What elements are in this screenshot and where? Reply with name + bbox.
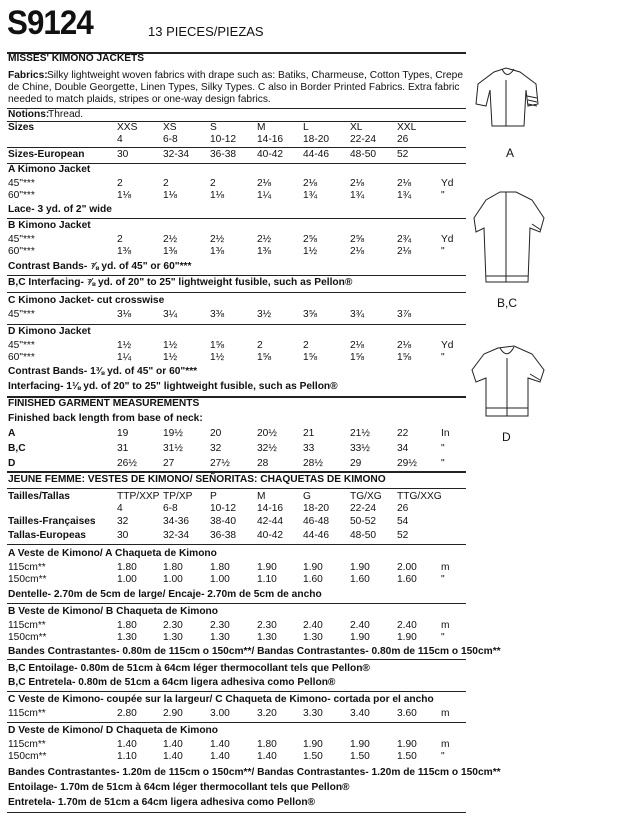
yardage-value: 2.30 bbox=[210, 620, 230, 631]
divider bbox=[7, 544, 466, 545]
finished-row-label: B,C bbox=[8, 443, 26, 454]
yardage-value: 3½ bbox=[257, 309, 272, 320]
yardage-value: 1.80 bbox=[163, 562, 183, 573]
fabrics-label: Fabrics: bbox=[8, 70, 48, 81]
talla-eu: 36-38 bbox=[210, 530, 237, 541]
size-eu: 36-38 bbox=[210, 149, 237, 160]
yardage-value: 2.90 bbox=[163, 708, 183, 719]
unit: " bbox=[441, 632, 445, 643]
yardage-value: 3.30 bbox=[303, 708, 323, 719]
yardage-value: 1.10 bbox=[257, 574, 277, 585]
taille-fr: 38-40 bbox=[210, 516, 237, 527]
yardage-value: 1.40 bbox=[163, 739, 183, 750]
view-d-label: D Kimono Jacket bbox=[8, 326, 91, 337]
yardage-value: 2 bbox=[257, 340, 263, 351]
finished-value: 21½ bbox=[350, 428, 370, 439]
yardage-value: 1⅝ bbox=[257, 352, 272, 363]
yardage-value: 2⅛ bbox=[350, 340, 365, 351]
interfacing-note-fr: B,C Entoilage- 0.80m de 51cm à 64cm léger thermocollant tels que Pellon® bbox=[8, 663, 370, 674]
yardage-value: 1⅝ bbox=[210, 340, 225, 351]
view-b-label-es: B Veste de Kimono/ B Chaqueta de Kimono bbox=[8, 606, 219, 617]
yardage-value: 2.30 bbox=[257, 620, 277, 631]
taille-number: 18-20 bbox=[303, 503, 330, 514]
finished-value: 34 bbox=[397, 443, 409, 454]
taille-number: 14-16 bbox=[257, 503, 284, 514]
width-label: 115cm** bbox=[8, 620, 46, 631]
width-label: 45"*** bbox=[8, 234, 35, 245]
yardage-value: 1.90 bbox=[350, 562, 370, 573]
yardage-value: 1.50 bbox=[303, 751, 323, 762]
yardage-value: 1.50 bbox=[350, 751, 370, 762]
taille-fr: 32 bbox=[117, 516, 129, 527]
finished-value: 29½ bbox=[397, 458, 417, 469]
yardage-value: 1.40 bbox=[117, 739, 137, 750]
yardage-value: 2 bbox=[163, 178, 169, 189]
finished-value: 27 bbox=[163, 458, 175, 469]
taille-fr: 42-44 bbox=[257, 516, 284, 527]
taille-name: TP/XP bbox=[163, 491, 193, 502]
taille-name: TG/XG bbox=[350, 491, 382, 502]
divider bbox=[7, 275, 466, 276]
divider bbox=[7, 292, 466, 293]
yardage-value: 1.50 bbox=[397, 751, 417, 762]
section-title: MISSES' KIMONO JACKETS bbox=[8, 53, 145, 64]
finished-row-label: A bbox=[8, 428, 16, 439]
yardage-value: 1.60 bbox=[303, 574, 323, 585]
finished-value: 31½ bbox=[163, 443, 183, 454]
yardage-value: 1.90 bbox=[303, 562, 323, 573]
contrast-note-es: Bandes Contrastantes- 0.80m de 115cm o 150cm**/ Bandas Contrastantes- 0.80m de 115cm o 150cm** bbox=[8, 646, 501, 657]
yardage-value: 1.00 bbox=[210, 574, 230, 585]
yardage-value: 2 bbox=[303, 340, 309, 351]
width-label: 115cm** bbox=[8, 708, 46, 719]
yardage-value: 1.40 bbox=[210, 751, 230, 762]
view-d-label-es: D Veste de Kimono/ D Chaqueta de Kimono bbox=[8, 725, 219, 736]
size-name: XXL bbox=[397, 122, 417, 133]
yardage-value: 1.80 bbox=[117, 562, 137, 573]
view-a-label-es: A Veste de Kimono/ A Chaqueta de Kimono bbox=[8, 548, 217, 559]
notions-label: Notions: bbox=[8, 109, 50, 120]
yardage-value: 2 bbox=[117, 234, 123, 245]
taille-name: P bbox=[210, 491, 217, 502]
divider bbox=[7, 218, 466, 219]
width-label: 60"*** bbox=[8, 246, 35, 257]
yardage-value: 1½ bbox=[163, 340, 178, 351]
yardage-value: 1.80 bbox=[117, 620, 137, 631]
size-number: 22-24 bbox=[350, 134, 377, 145]
yardage-value: 2⅛ bbox=[257, 178, 272, 189]
width-label: 150cm** bbox=[8, 632, 47, 643]
width-label: 45"*** bbox=[8, 309, 35, 320]
unit: Yd bbox=[441, 178, 454, 189]
unit: " bbox=[441, 246, 445, 257]
view-a-label: A bbox=[506, 146, 515, 160]
tallas-eu-label: Tallas-Europeas bbox=[8, 530, 86, 541]
yardage-value: 2.80 bbox=[117, 708, 137, 719]
yardage-value: 3¼ bbox=[163, 309, 178, 320]
width-label: 150cm** bbox=[8, 751, 47, 762]
yardage-value: 1.90 bbox=[350, 739, 370, 750]
yardage-value: 2.40 bbox=[303, 620, 323, 631]
yardage-value: 1¾ bbox=[303, 190, 318, 201]
unit: " bbox=[441, 751, 445, 762]
finished-value: 28½ bbox=[303, 458, 323, 469]
yardage-value: 1.10 bbox=[117, 751, 137, 762]
finished-value: 19 bbox=[117, 428, 129, 439]
unit: m bbox=[441, 620, 450, 631]
size-name: S bbox=[210, 122, 217, 133]
yardage-value: 1½ bbox=[210, 352, 225, 363]
yardage-value: 1.30 bbox=[163, 632, 183, 643]
size-eu: 44-46 bbox=[303, 149, 330, 160]
interfacing-note-es: Entretela- 1.70m de 51cm a 64cm ligera adhesiva como Pellon® bbox=[8, 797, 316, 808]
view-a-sketch bbox=[470, 60, 544, 142]
lace-note: Lace- 3 yd. of 2" wide bbox=[8, 204, 112, 215]
yardage-value: 2¾ bbox=[397, 234, 412, 245]
yardage-value: 3⅞ bbox=[397, 309, 412, 320]
yardage-value: 3⅛ bbox=[117, 309, 132, 320]
yardage-value: 1.90 bbox=[397, 739, 417, 750]
taille-number: 10-12 bbox=[210, 503, 237, 514]
contrast-note: Contrast Bands- ⅞ yd. of 45" or 60"*** bbox=[8, 261, 192, 272]
pattern-number: S9124 bbox=[7, 4, 93, 42]
finished-value: 28 bbox=[257, 458, 269, 469]
width-label: 150cm** bbox=[8, 574, 47, 585]
view-c-label-es: C Veste de Kimono- coupée sur la largeur/ C Chaqueta de Kimono- cortada por el ancho bbox=[8, 694, 434, 705]
yardage-value: 1.00 bbox=[117, 574, 137, 585]
section-title-es: JEUNE FEMME: VESTES DE KIMONO/ SEÑORITAS: CHAQUETAS DE KIMONO bbox=[8, 474, 386, 485]
yardage-value: 1.80 bbox=[210, 562, 230, 573]
yardage-value: 1.90 bbox=[350, 632, 370, 643]
yardage-value: 1.40 bbox=[257, 751, 277, 762]
divider bbox=[7, 691, 466, 692]
sizes-label: Sizes bbox=[8, 122, 35, 133]
size-number: 26 bbox=[397, 134, 409, 145]
notions-text: Thread. bbox=[48, 109, 84, 120]
finished-sub: Finished back length from base of neck: bbox=[8, 413, 203, 424]
interfacing-note: B,C Interfacing- ⅞ yd. of 20" to 25" lightweight fusible, such as Pellon® bbox=[8, 277, 353, 288]
yardage-value: 1½ bbox=[303, 246, 318, 257]
yardage-value: 1⅜ bbox=[117, 246, 132, 257]
size-name: XXS bbox=[117, 122, 138, 133]
unit: " bbox=[441, 574, 445, 585]
yardage-value: 1.40 bbox=[210, 739, 230, 750]
yardage-value: 1½ bbox=[163, 352, 178, 363]
talla-eu: 48-50 bbox=[350, 530, 377, 541]
talla-eu: 40-42 bbox=[257, 530, 284, 541]
divider bbox=[7, 722, 466, 723]
yardage-value: 1.90 bbox=[303, 739, 323, 750]
yardage-value: 2½ bbox=[257, 234, 272, 245]
yardage-value: 3¾ bbox=[350, 309, 365, 320]
yardage-value: 1.30 bbox=[303, 632, 323, 643]
yardage-value: 1¼ bbox=[117, 352, 132, 363]
yardage-value: 2⅛ bbox=[350, 246, 365, 257]
taille-fr: 50-52 bbox=[350, 516, 377, 527]
finished-value: 32½ bbox=[257, 443, 277, 454]
unit: m bbox=[441, 562, 450, 573]
unit: In bbox=[441, 428, 450, 439]
yardage-value: 2.00 bbox=[397, 562, 417, 573]
yardage-value: 2 bbox=[210, 178, 216, 189]
interfacing-note-es: B,C Entretela- 0.80m de 51cm a 64cm ligera adhesiva como Pellon® bbox=[8, 677, 336, 688]
fabrics-line: Silky lightweight woven fabrics with drape such as: Batiks, Charmeuse, Cotton Types, Crepe bbox=[47, 70, 463, 81]
width-label: 45"*** bbox=[8, 178, 35, 189]
finished-value: 21 bbox=[303, 428, 315, 439]
interfacing-note-fr: Entoilage- 1.70m de 51cm à 64cm léger thermocollant tels que Pellon® bbox=[8, 782, 350, 793]
taille-number: 6-8 bbox=[163, 503, 178, 514]
size-number: 6-8 bbox=[163, 134, 178, 145]
taille-fr: 46-48 bbox=[303, 516, 330, 527]
taille-name: TTG/XXG bbox=[397, 491, 442, 502]
yardage-value: 1⅝ bbox=[303, 352, 318, 363]
width-label: 115cm** bbox=[8, 739, 46, 750]
finished-title: FINISHED GARMENT MEASUREMENTS bbox=[8, 398, 200, 409]
size-name: M bbox=[257, 122, 266, 133]
finished-value: 31 bbox=[117, 443, 129, 454]
sizes-eu-label: Sizes-European bbox=[8, 149, 85, 160]
finished-value: 33 bbox=[303, 443, 315, 454]
taille-name: TTP/XXP bbox=[117, 491, 160, 502]
size-eu: 40-42 bbox=[257, 149, 284, 160]
yardage-value: 2 bbox=[117, 178, 123, 189]
yardage-value: 1.80 bbox=[257, 739, 277, 750]
yardage-value: 3.00 bbox=[210, 708, 230, 719]
divider bbox=[7, 471, 466, 473]
lace-note-es: Dentelle- 2.70m de 5cm de large/ Encaje- 2.70m de 5cm de ancho bbox=[8, 589, 322, 600]
yardage-value: 1⅜ bbox=[257, 246, 272, 257]
talla-eu: 44-46 bbox=[303, 530, 330, 541]
view-bc-sketch bbox=[470, 186, 550, 292]
yardage-value: 1.00 bbox=[163, 574, 183, 585]
unit: m bbox=[441, 739, 450, 750]
size-eu: 48-50 bbox=[350, 149, 377, 160]
size-name: XL bbox=[350, 122, 363, 133]
taille-name: G bbox=[303, 491, 311, 502]
yardage-value: 2.40 bbox=[350, 620, 370, 631]
yardage-value: 2⅛ bbox=[397, 178, 412, 189]
yardage-value: 2⅛ bbox=[303, 178, 318, 189]
yardage-value: 1.90 bbox=[397, 632, 417, 643]
size-number: 14-16 bbox=[257, 134, 284, 145]
fabrics-line: de Chine, Double Georgette, Linen Types, Silky Types. C also in Border Printed Fabrics. Extra fabric bbox=[8, 82, 460, 93]
finished-value: 33½ bbox=[350, 443, 370, 454]
yardage-value: 2.30 bbox=[163, 620, 183, 631]
yardage-value: 3⅜ bbox=[210, 309, 225, 320]
yardage-value: 1¼ bbox=[257, 190, 272, 201]
yardage-value: 1¾ bbox=[350, 190, 365, 201]
unit: Yd bbox=[441, 234, 454, 245]
yardage-value: 1.30 bbox=[117, 632, 137, 643]
yardage-value: 1⅝ bbox=[397, 352, 412, 363]
divider bbox=[7, 812, 466, 813]
yardage-value: 2⅛ bbox=[350, 178, 365, 189]
yardage-value: 1.60 bbox=[397, 574, 417, 585]
talla-eu: 32-34 bbox=[163, 530, 190, 541]
size-number: 10-12 bbox=[210, 134, 237, 145]
yardage-value: 1.30 bbox=[257, 632, 277, 643]
yardage-value: 1½ bbox=[117, 340, 132, 351]
unit: " bbox=[441, 443, 445, 454]
size-name: XS bbox=[163, 122, 177, 133]
taille-fr: 54 bbox=[397, 516, 409, 527]
unit: " bbox=[441, 458, 445, 469]
unit: " bbox=[441, 190, 445, 201]
taille-number: 22-24 bbox=[350, 503, 377, 514]
divider bbox=[7, 147, 466, 148]
yardage-value: 2⅝ bbox=[350, 234, 365, 245]
finished-value: 32 bbox=[210, 443, 222, 454]
contrast-note: Contrast Bands- 1⅜ yd. of 45" or 60"*** bbox=[8, 366, 198, 377]
talla-eu: 52 bbox=[397, 530, 409, 541]
finished-row-label: D bbox=[8, 458, 16, 469]
piece-count: 13 PIECES/PIEZAS bbox=[148, 24, 264, 39]
yardage-value: 2⅛ bbox=[397, 340, 412, 351]
size-number: 18-20 bbox=[303, 134, 330, 145]
tailles-fr-label: Tailles-Françaises bbox=[8, 516, 96, 527]
finished-value: 20 bbox=[210, 428, 222, 439]
unit: Yd bbox=[441, 340, 454, 351]
finished-value: 27½ bbox=[210, 458, 230, 469]
yardage-value: 2½ bbox=[210, 234, 225, 245]
yardage-value: 3.60 bbox=[397, 708, 417, 719]
contrast-note-es: Bandes Contrastantes- 1.20m de 115cm o 150cm**/ Bandas Contrastantes- 1.20m de 115cm o 150cm** bbox=[8, 767, 501, 778]
divider bbox=[7, 659, 466, 660]
yardage-value: 1⅝ bbox=[350, 352, 365, 363]
view-d-label: D bbox=[502, 430, 511, 444]
width-label: 60"*** bbox=[8, 190, 35, 201]
finished-value: 29 bbox=[350, 458, 362, 469]
view-bc-label: B,C bbox=[497, 296, 518, 310]
size-eu: 30 bbox=[117, 149, 129, 160]
taille-number: 26 bbox=[397, 503, 409, 514]
view-d-sketch bbox=[470, 338, 550, 426]
yardage-value: 3.20 bbox=[257, 708, 277, 719]
size-eu: 52 bbox=[397, 149, 409, 160]
view-b-label: B Kimono Jacket bbox=[8, 220, 91, 231]
fabrics-line: needed to match plaids, stripes or one-way design fabrics. bbox=[8, 94, 271, 105]
view-a-label: A Kimono Jacket bbox=[8, 164, 91, 175]
divider bbox=[7, 603, 466, 604]
yardage-value: 3⅝ bbox=[303, 309, 318, 320]
yardage-value: 1⅛ bbox=[117, 190, 132, 201]
unit: " bbox=[441, 352, 445, 363]
view-c-label: C Kimono Jacket- cut crosswise bbox=[8, 295, 165, 306]
unit: m bbox=[441, 708, 450, 719]
divider bbox=[7, 324, 466, 325]
yardage-value: 1⅜ bbox=[210, 246, 225, 257]
width-label: 60"*** bbox=[8, 352, 35, 363]
width-label: 115cm** bbox=[8, 562, 46, 573]
yardage-value: 2.40 bbox=[397, 620, 417, 631]
yardage-value: 2½ bbox=[163, 234, 178, 245]
width-label: 45"*** bbox=[8, 340, 35, 351]
finished-value: 26½ bbox=[117, 458, 137, 469]
taille-fr: 34-36 bbox=[163, 516, 190, 527]
yardage-value: 1.40 bbox=[163, 751, 183, 762]
yardage-value: 2⅝ bbox=[303, 234, 318, 245]
size-number: 4 bbox=[117, 134, 123, 145]
tailles-label: Tailles/Tallas bbox=[8, 491, 70, 502]
yardage-value: 1.60 bbox=[350, 574, 370, 585]
yardage-value: 1¾ bbox=[397, 190, 412, 201]
finished-value: 19½ bbox=[163, 428, 183, 439]
taille-number: 4 bbox=[117, 503, 123, 514]
yardage-value: 1.90 bbox=[257, 562, 277, 573]
size-name: L bbox=[303, 122, 309, 133]
finished-value: 22 bbox=[397, 428, 409, 439]
yardage-value: 1⅛ bbox=[210, 190, 225, 201]
yardage-value: 1.30 bbox=[210, 632, 230, 643]
yardage-value: 1⅛ bbox=[163, 190, 178, 201]
taille-name: M bbox=[257, 491, 266, 502]
finished-value: 20½ bbox=[257, 428, 277, 439]
interfacing-note: Interfacing- 1⅛ yd. of 20" to 25" lightweight fusible, such as Pellon® bbox=[8, 381, 338, 392]
talla-eu: 30 bbox=[117, 530, 129, 541]
divider bbox=[7, 488, 466, 489]
yardage-value: 1⅜ bbox=[163, 246, 178, 257]
yardage-value: 3.40 bbox=[350, 708, 370, 719]
yardage-value: 2⅛ bbox=[397, 246, 412, 257]
size-eu: 32-34 bbox=[163, 149, 190, 160]
